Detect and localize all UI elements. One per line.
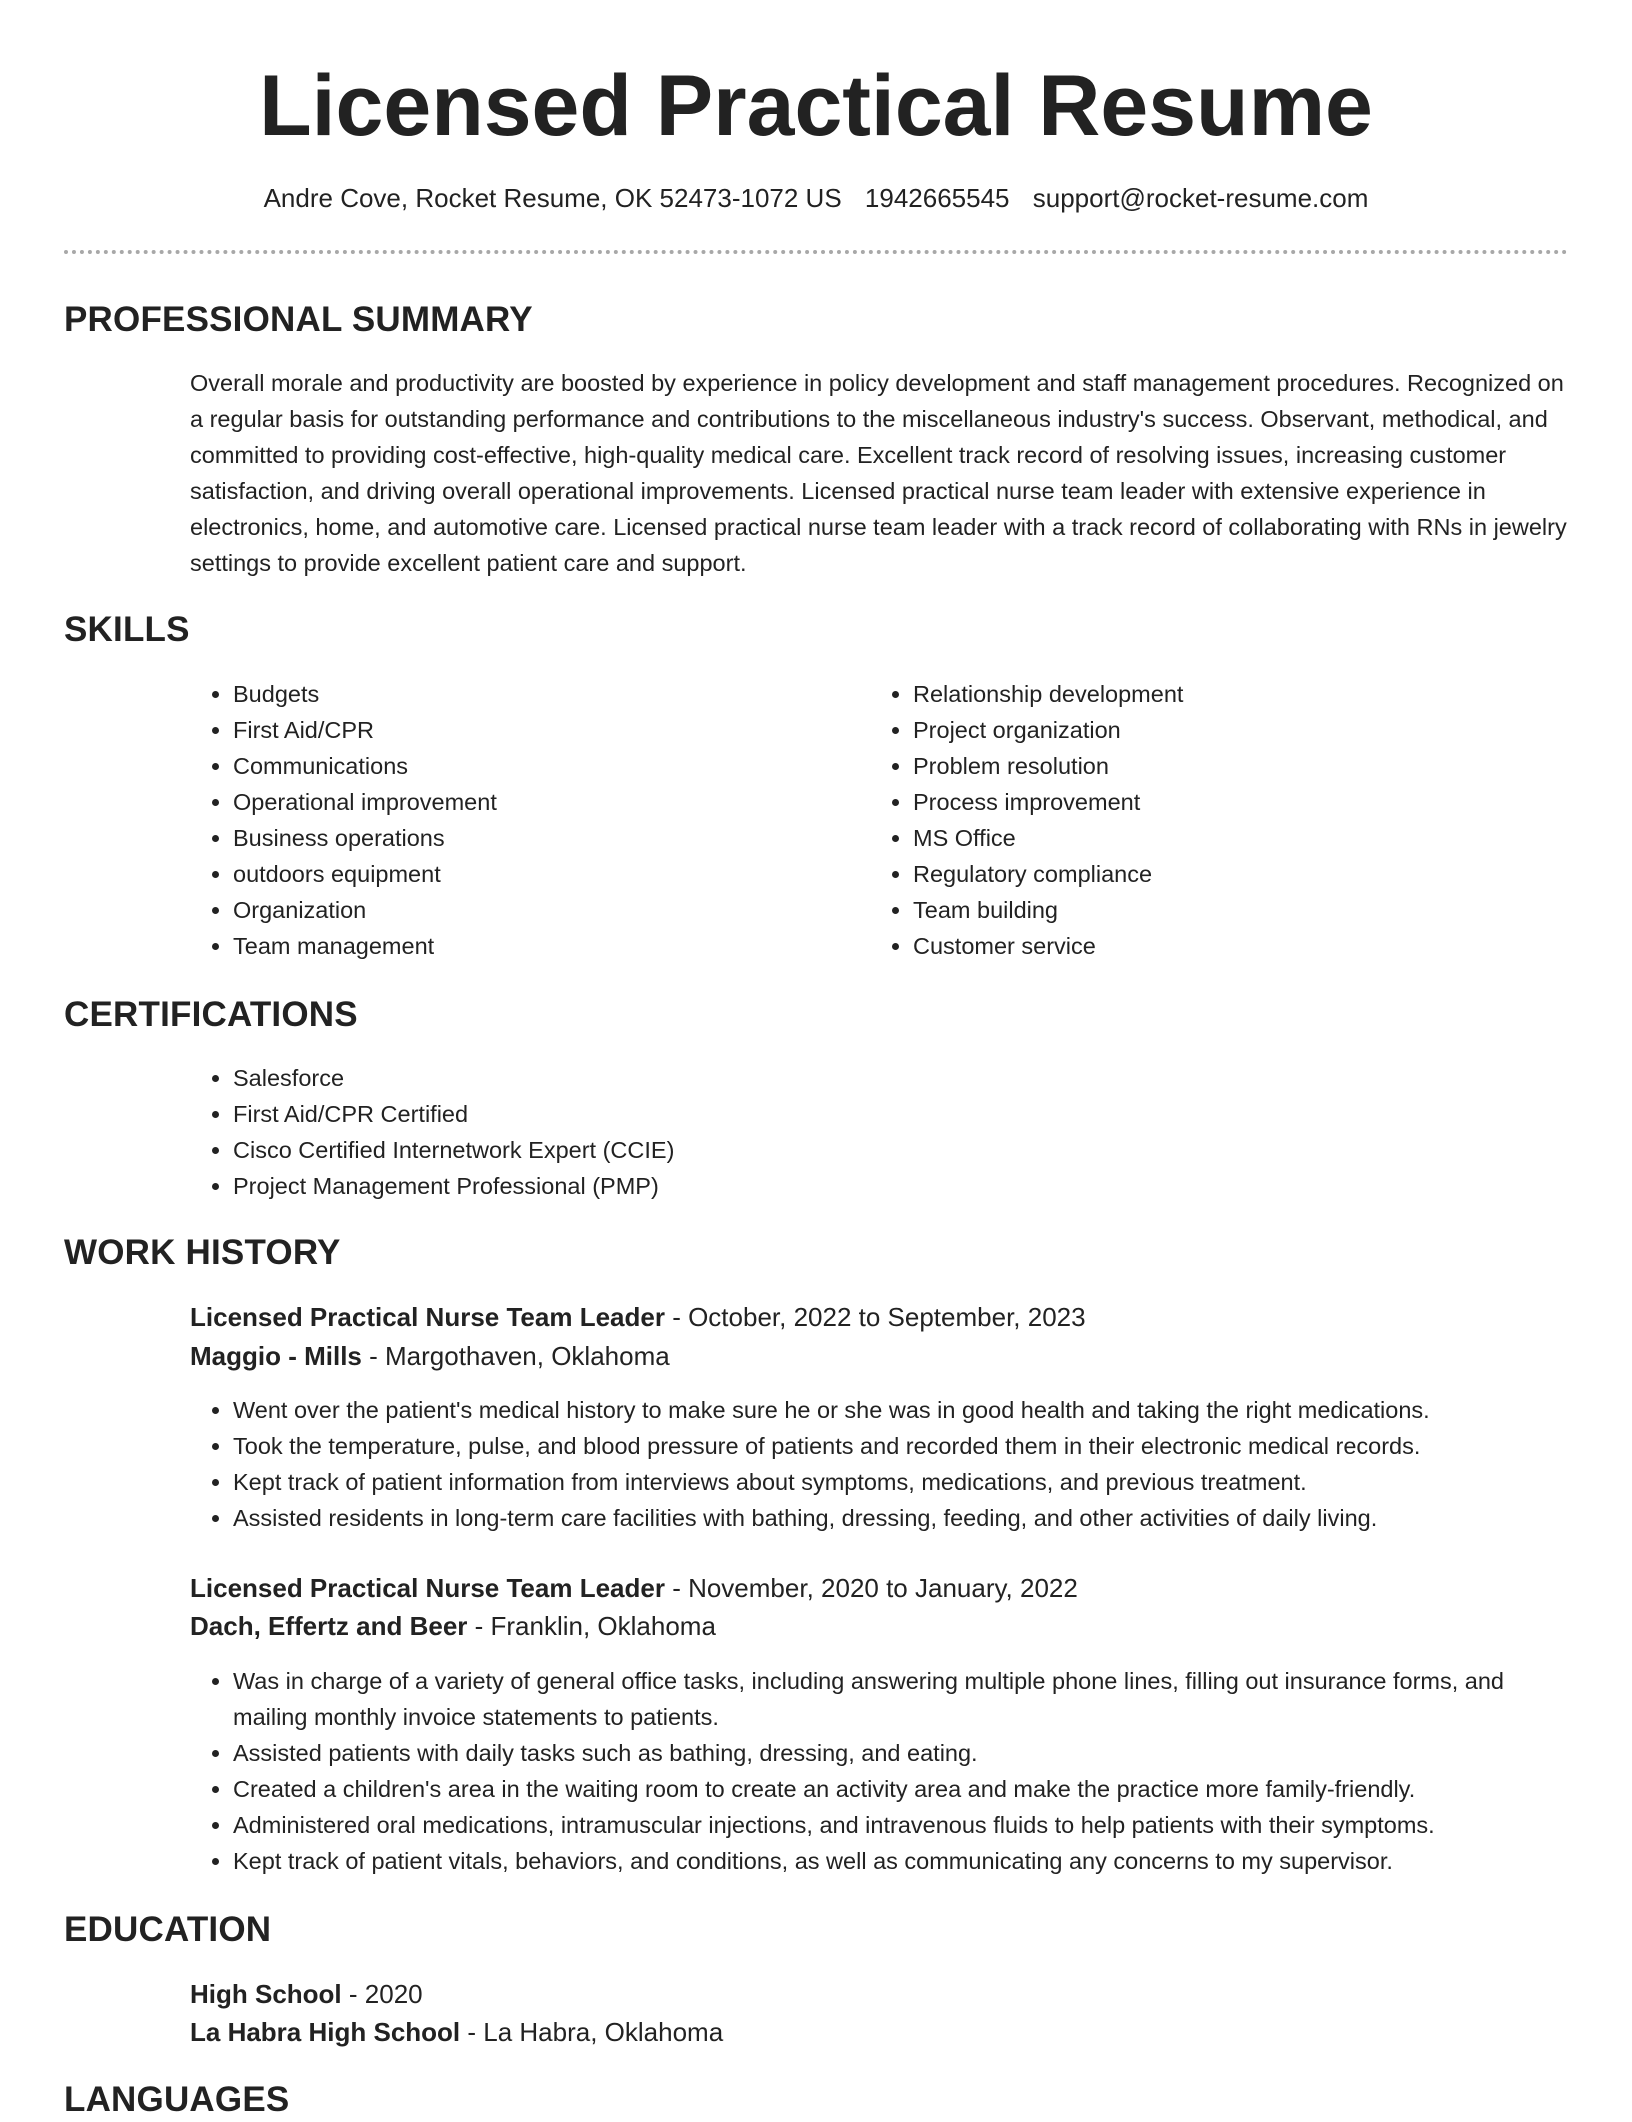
skill-item: • Customer service [913,928,1513,964]
skill-item: • Organization [233,892,833,928]
skills-list-left [233,676,833,964]
education-school-line [190,2014,723,2050]
summary-text: Overall morale and productivity are boosted by experience in policy development and staff management procedures. Recognized on a regular basis for outstanding performance and contributions to the miscellaneous industry's success. Observant, methodical, and committed to providing cost-effective, high-quality medical care. Excellent track record of resolving issues, increasing customer satisfaction, and driving overall operational improvements. Licensed practical nurse team leader with extensive experience in electronics, home, and automotive care. Licensed practical nurse team leader with a track record of collaborating with RNs in jewelry settings to provide excellent patient care and support. [190,370,1567,576]
job-location: - Franklin, Oklahoma [467,1611,716,1641]
section-title-certifications: CERTIFICATIONS [64,995,358,1034]
skill-item: • Relationship development [913,676,1513,712]
job-bullet: • Was in charge of a variety of general office tasks, including answering multiple phone lines, filling out insurance forms, and mailing monthly invoice statements to patients. [233,1663,1563,1735]
job-bullets [233,1392,1563,1536]
education-degree: High School [190,1979,342,2009]
skill-item: • Operational improvement [233,784,833,820]
skill-item: • Process improvement [913,784,1513,820]
skills-list-right [913,676,1513,964]
section-title-education: EDUCATION [64,1910,272,1949]
skill-item: • Regulatory compliance [913,856,1513,892]
certification-item: • Project Management Professional (PMP) [233,1168,1133,1204]
skill-item: • Business operations [233,820,833,856]
job-bullet: • Kept track of patient vitals, behaviors, and conditions, as well as communicating any concerns to my supervisor. [233,1843,1563,1879]
section-title-work-history: WORK HISTORY [64,1233,341,1272]
contact-email[interactable]: support@rocket-resume.com [1032,183,1369,213]
job-company-line [190,1338,670,1374]
job-title: Licensed Practical Nurse Team Leader [190,1302,665,1332]
skill-item: • Team building [913,892,1513,928]
contact-address: Andre Cove, Rocket Resume, OK 52473-1072 US [263,183,842,213]
job-title: Licensed Practical Nurse Team Leader [190,1573,665,1603]
skill-item: • Problem resolution [913,748,1513,784]
job-bullet: • Went over the patient's medical history to make sure he or she was in good health and taking the right medications. [233,1392,1563,1428]
skill-item: • Team management [233,928,833,964]
resume-title: Licensed Practical Resume [259,58,1373,154]
contact-line [0,180,1632,216]
header-divider [64,250,1568,254]
job-location: - Margothaven, Oklahoma [361,1341,670,1371]
job-dates: - October, 2022 to September, 2023 [664,1302,1086,1332]
skill-item: • Communications [233,748,833,784]
job-company-line [190,1608,716,1644]
job-bullet: • Assisted patients with daily tasks such as bathing, dressing, and eating. [233,1735,1563,1771]
job-bullets [233,1663,1563,1879]
section-title-summary: PROFESSIONAL SUMMARY [64,300,533,339]
skill-item: • First Aid/CPR [233,712,833,748]
job-title-line [190,1570,1078,1606]
education-location: - La Habra, Oklahoma [460,2017,724,2047]
skill-item: • Project organization [913,712,1513,748]
job-bullet: • Kept track of patient information from interviews about symptoms, medications, and previous treatment. [233,1464,1563,1500]
certification-item: • Salesforce [233,1060,1133,1096]
certification-item: • First Aid/CPR Certified [233,1096,1133,1132]
education-year: - 2020 [341,1979,423,2009]
certification-item: • Cisco Certified Internetwork Expert (CCIE) [233,1132,1133,1168]
contact-phone: 1942665545 [864,183,1010,213]
certifications-list [233,1060,1133,1204]
job-title-line [190,1299,1086,1335]
job-bullet: • Assisted residents in long-term care facilities with bathing, dressing, feeding, and other activities of daily living. [233,1500,1563,1536]
job-company: Maggio - Mills [190,1341,362,1371]
skill-item: • Budgets [233,676,833,712]
job-bullet: • Took the temperature, pulse, and blood pressure of patients and recorded them in their electronic medical records. [233,1428,1563,1464]
education-school: La Habra High School [190,2017,461,2047]
skill-item: • MS Office [913,820,1513,856]
section-title-skills: SKILLS [64,610,190,649]
job-bullet: • Administered oral medications, intramuscular injections, and intravenous fluids to help patients with their symptoms. [233,1807,1563,1843]
section-title-languages: LANGUAGES [64,2080,290,2119]
job-dates: - November, 2020 to January, 2022 [664,1573,1078,1603]
education-degree-line [190,1976,423,2012]
skill-item: • outdoors equipment [233,856,833,892]
job-bullet: • Created a children's area in the waiting room to create an activity area and make the practice more family-friendly. [233,1771,1563,1807]
job-company: Dach, Effertz and Beer [190,1611,468,1641]
